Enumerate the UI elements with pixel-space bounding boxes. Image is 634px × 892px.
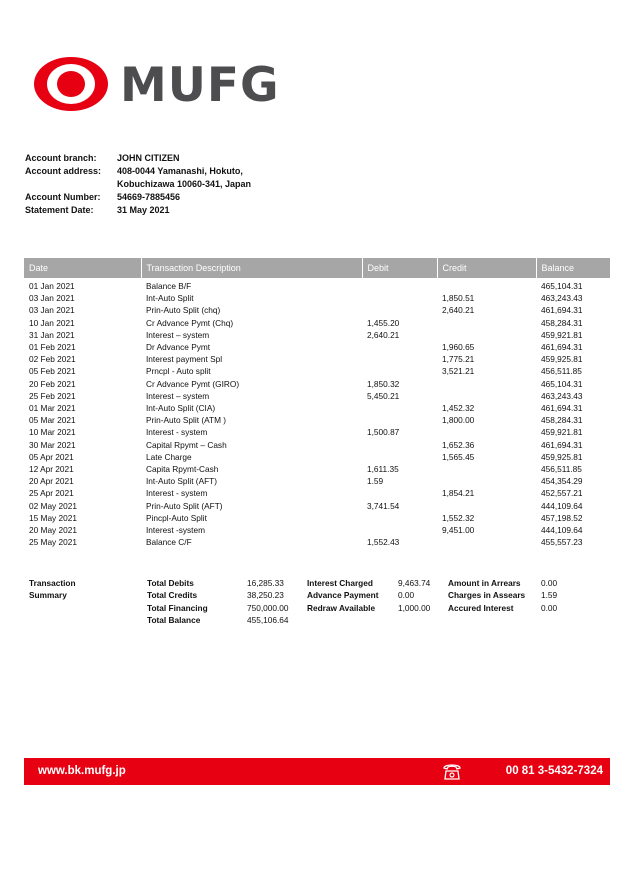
row-balance: 461,694.31 <box>541 403 583 414</box>
table-header-row <box>24 258 610 278</box>
row-debit: 1.59 <box>367 476 384 487</box>
row-description: Pincpl-Auto Split <box>146 512 207 523</box>
column-header-debit: Debit <box>362 258 437 278</box>
row-date: 25 Feb 2021 <box>29 390 76 401</box>
row-description: Interest payment Spl <box>146 354 223 365</box>
row-credit <box>437 329 536 341</box>
row-date: 01 Feb 2021 <box>29 342 76 353</box>
row-debit <box>362 341 437 353</box>
table-row <box>24 426 610 438</box>
summary-interest-labels <box>307 577 378 614</box>
row-debit: 3,741.54 <box>367 500 400 511</box>
row-credit: 1,850.51 <box>442 293 475 304</box>
summary-title <box>29 577 76 602</box>
summary-totals-labels <box>147 577 208 626</box>
row-debit <box>362 402 437 414</box>
row-date: 25 May 2021 <box>29 537 77 548</box>
total-credits-value: 38,250.23 <box>247 590 284 601</box>
total-balance-value: 455,106.64 <box>247 614 289 625</box>
row-date: 05 Apr 2021 <box>29 451 74 462</box>
column-header-date: Date <box>24 258 141 278</box>
row-date: 15 May 2021 <box>29 512 77 523</box>
row-debit <box>362 451 437 463</box>
row-date: 20 Apr 2021 <box>29 476 74 487</box>
summary-totals-values <box>247 577 289 626</box>
column-header-balance: Balance <box>536 258 610 278</box>
statement-date-label: Statement Date: <box>25 205 94 215</box>
summary-arrears-labels <box>448 577 525 614</box>
row-date: 03 Jan 2021 <box>29 305 75 316</box>
row-debit <box>362 278 437 292</box>
row-credit <box>437 475 536 487</box>
row-debit: 2,640.21 <box>367 329 400 340</box>
account-info <box>25 152 251 217</box>
row-date: 05 Feb 2021 <box>29 366 76 377</box>
row-description: Interest – system <box>146 329 210 340</box>
row-balance: 463,243.43 <box>541 390 583 401</box>
accured-interest-value: 0.00 <box>541 602 558 613</box>
row-credit: 3,521.21 <box>442 366 475 377</box>
table-row <box>24 341 610 353</box>
table-row <box>24 304 610 316</box>
row-balance: 459,921.81 <box>541 329 583 340</box>
row-debit: 1,850.32 <box>367 378 400 389</box>
total-debits-value: 16,285.33 <box>247 578 284 588</box>
row-balance: 455,557.23 <box>541 537 583 548</box>
amount-in-arrears-label: Amount in Arrears <box>448 578 521 588</box>
row-credit: 1,452.32 <box>442 403 475 414</box>
row-description: Prin-Auto Split (AFT) <box>146 500 223 511</box>
row-debit <box>362 304 437 316</box>
account-number-value: 54669-7885456 <box>117 192 181 202</box>
table-row <box>24 475 610 487</box>
row-balance: 465,104.31 <box>541 281 583 291</box>
total-financing-label: Total Financing <box>147 602 208 613</box>
table-row <box>24 317 610 329</box>
account-number-label: Account Number: <box>25 192 101 202</box>
amount-in-arrears-value: 0.00 <box>541 578 558 588</box>
row-description: Cr Advance Pymt (GIRO) <box>146 378 240 389</box>
row-date: 01 Jan 2021 <box>29 281 75 291</box>
row-description: Capital Rpymt – Cash <box>146 439 227 450</box>
row-credit: 1,775.21 <box>442 354 475 365</box>
row-debit: 1,455.20 <box>367 317 400 328</box>
table-row <box>24 524 610 536</box>
row-description: Balance B/F <box>146 281 192 291</box>
row-description: Dr Advance Pymt <box>146 342 211 353</box>
row-balance: 458,284.31 <box>541 317 583 328</box>
phone-number[interactable]: 00 81 3-5432-7324 <box>505 765 603 777</box>
charges-in-arrears-label: Charges in Assears <box>448 590 526 601</box>
row-date: 02 Feb 2021 <box>29 354 76 365</box>
account-address-line1: 408-0044 Yamanashi, Hokuto, <box>117 166 243 176</box>
row-debit: 1,552.43 <box>367 537 400 548</box>
row-credit <box>437 426 536 438</box>
summary-arrears-values <box>541 577 557 614</box>
row-balance: 454,354.29 <box>541 476 583 487</box>
table-row <box>24 402 610 414</box>
row-balance: 456,511.85 <box>541 464 582 475</box>
account-address-row-2 <box>25 178 251 191</box>
row-date: 10 Mar 2021 <box>29 427 76 438</box>
row-description: Capita Rpymt-Cash <box>146 464 219 475</box>
table-row <box>24 451 610 463</box>
column-header-credit: Credit <box>437 258 536 278</box>
website-link[interactable]: www.bk.mufg.jp <box>38 765 126 777</box>
row-credit <box>437 378 536 390</box>
row-credit: 1,960.65 <box>442 342 475 353</box>
table-row <box>24 390 610 402</box>
row-credit: 1,565.45 <box>442 451 475 462</box>
table-row <box>24 463 610 475</box>
table-row <box>24 512 610 524</box>
row-credit <box>437 463 536 475</box>
transaction-rows <box>24 278 610 548</box>
account-address-label: Account address: <box>25 166 102 176</box>
row-credit: 1,854.21 <box>442 488 475 499</box>
total-financing-value: 750,000.00 <box>247 602 289 613</box>
account-address-line2: Kobuchizawa 10060-341, Japan <box>117 179 252 189</box>
row-balance: 456,511.85 <box>541 366 582 377</box>
redraw-available-label: Redraw Available <box>307 602 376 613</box>
row-date: 03 Jan 2021 <box>29 293 75 304</box>
row-description: Interest -system <box>146 525 206 536</box>
total-balance-label: Total Balance <box>147 614 201 625</box>
total-debits-label: Total Debits <box>147 578 194 588</box>
total-credits-label: Total Credits <box>147 590 198 601</box>
row-balance: 458,284.31 <box>541 415 583 426</box>
row-date: 02 May 2021 <box>29 500 77 511</box>
row-date: 25 Apr 2021 <box>29 488 74 499</box>
row-description: Interest - system <box>146 427 208 438</box>
row-debit <box>362 524 437 536</box>
column-header-description: Transaction Description <box>141 258 362 278</box>
statement-date-value: 31 May 2021 <box>117 205 170 215</box>
row-date: 05 Mar 2021 <box>29 415 76 426</box>
account-branch-row <box>25 152 251 165</box>
row-description: Int-Auto Split (AFT) <box>146 476 218 487</box>
table-row <box>24 487 610 499</box>
interest-charged-value: 9,463.74 <box>398 578 431 588</box>
row-description: Late Charge <box>146 451 192 462</box>
transaction-table <box>24 258 610 548</box>
row-credit: 2,640.21 <box>442 305 475 316</box>
summary-title-line2: Summary <box>29 590 67 601</box>
row-balance: 459,921.81 <box>541 427 583 438</box>
table-row <box>24 292 610 304</box>
table-row <box>24 536 610 548</box>
table-row <box>24 500 610 512</box>
address-spacer <box>25 178 117 191</box>
brand-name: MUFG <box>120 58 280 113</box>
row-debit <box>362 439 437 451</box>
row-description: Cr Advance Pymt (Chq) <box>146 317 234 328</box>
table-row <box>24 378 610 390</box>
row-credit <box>437 500 536 512</box>
accured-interest-label: Accured Interest <box>448 602 514 613</box>
table-row <box>24 329 610 341</box>
row-credit <box>437 390 536 402</box>
row-debit <box>362 365 437 377</box>
table-row <box>24 365 610 377</box>
row-credit <box>437 317 536 329</box>
row-balance: 459,925.81 <box>541 451 583 462</box>
table-row <box>24 353 610 365</box>
interest-charged-label: Interest Charged <box>307 578 373 588</box>
row-credit: 1,800.00 <box>442 415 475 426</box>
row-date: 20 May 2021 <box>29 525 77 536</box>
row-description: Prin-Auto Split (ATM ) <box>146 415 227 426</box>
table-row <box>24 414 610 426</box>
row-balance: 461,694.31 <box>541 305 583 316</box>
row-debit <box>362 414 437 426</box>
row-balance: 463,243.43 <box>541 293 583 304</box>
row-date: 10 Jan 2021 <box>29 317 75 328</box>
row-credit <box>437 278 536 292</box>
row-debit: 1,611.35 <box>367 464 399 475</box>
row-date: 20 Feb 2021 <box>29 378 76 389</box>
advance-payment-value: 0.00 <box>398 590 415 601</box>
account-address-row <box>25 165 251 178</box>
row-debit: 5,450.21 <box>367 390 400 401</box>
row-debit <box>362 292 437 304</box>
row-description: Prncpl - Auto split <box>146 366 211 377</box>
advance-payment-label: Advance Payment <box>307 590 379 601</box>
row-credit <box>437 536 536 548</box>
account-number-row <box>25 191 251 204</box>
row-debit <box>362 487 437 499</box>
row-credit: 9,451.00 <box>442 525 475 536</box>
row-debit <box>362 512 437 524</box>
row-date: 31 Jan 2021 <box>29 329 75 340</box>
row-credit: 1,552.32 <box>442 512 475 523</box>
telephone-icon <box>442 762 462 781</box>
row-description: Prin-Auto Split (chq) <box>146 305 221 316</box>
footer-contact-bar <box>24 758 610 785</box>
account-branch-value: JOHN CITIZEN <box>117 153 180 163</box>
redraw-available-value: 1,000.00 <box>398 602 431 613</box>
account-branch-label: Account branch: <box>25 153 97 163</box>
summary-interest-values <box>398 577 430 614</box>
summary-title-line1: Transaction <box>29 578 76 588</box>
row-description: Interest – system <box>146 390 210 401</box>
row-balance: 461,694.31 <box>541 439 583 450</box>
row-date: 12 Apr 2021 <box>29 464 74 475</box>
row-balance: 444,109.64 <box>541 500 583 511</box>
row-debit <box>362 353 437 365</box>
row-balance: 465,104.31 <box>541 378 583 389</box>
table-row <box>24 439 610 451</box>
row-date: 30 Mar 2021 <box>29 439 76 450</box>
row-debit: 1,500.87 <box>367 427 400 438</box>
charges-in-arrears-value: 1.59 <box>541 590 558 601</box>
row-balance: 459,925.81 <box>541 354 583 365</box>
row-description: Interest - system <box>146 488 208 499</box>
row-balance: 457,198.52 <box>541 512 583 523</box>
statement-date-row <box>25 204 251 217</box>
row-date: 01 Mar 2021 <box>29 403 76 414</box>
row-balance: 461,694.31 <box>541 342 583 353</box>
row-description: Int-Auto Split (CIA) <box>146 403 216 414</box>
row-description: Balance C/F <box>146 537 192 548</box>
table-row <box>24 278 610 292</box>
row-credit: 1,652.36 <box>442 439 475 450</box>
row-description: Int-Auto Split <box>146 293 194 304</box>
row-balance: 452,557.21 <box>541 488 583 499</box>
row-balance: 444,109.64 <box>541 525 583 536</box>
